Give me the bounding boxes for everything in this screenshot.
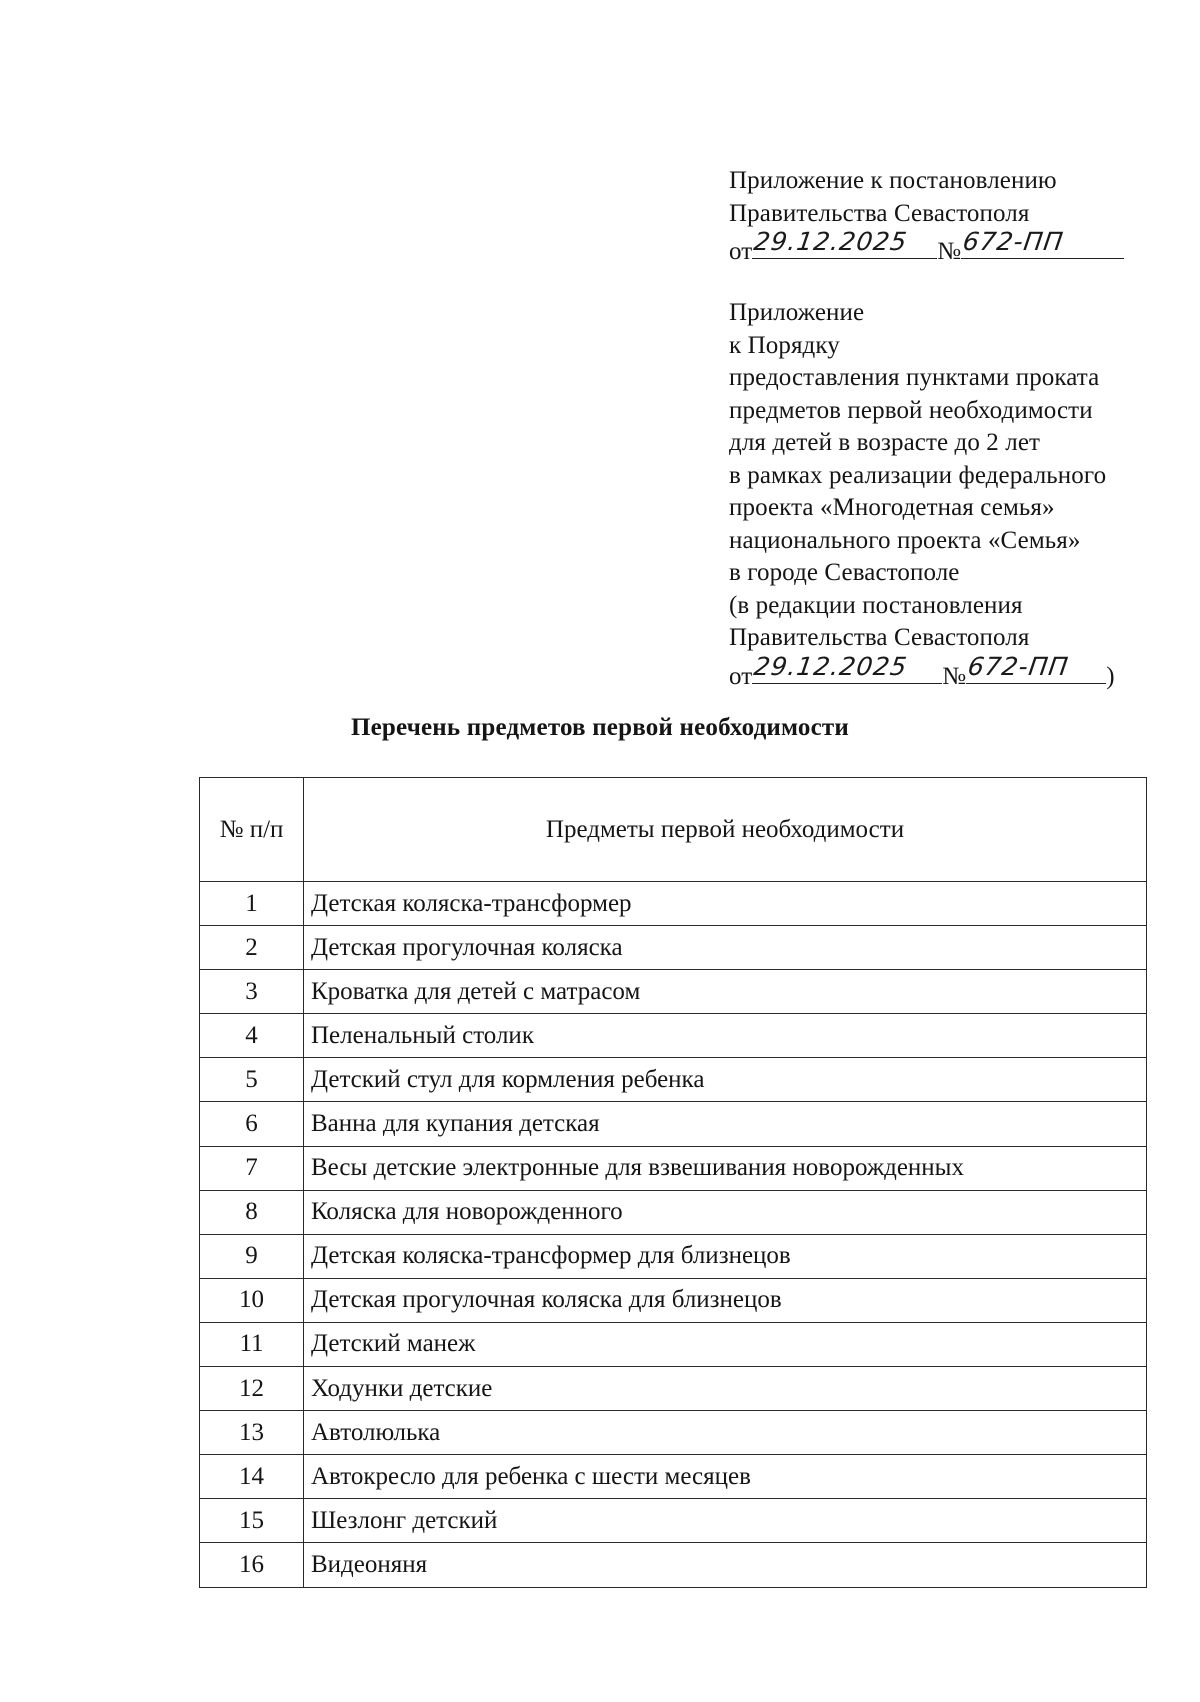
header-gap [729,264,1169,297]
row-number: 1 [200,882,304,926]
row-number: 12 [200,1367,304,1411]
row-item-name: Кроватка для детей с матрасом [304,970,1147,1014]
row-number: 13 [200,1411,304,1455]
handwritten-date: 29.12.2025 [752,651,910,681]
appendix-line-3: предоставления пунктами проката [729,364,1100,391]
table-row [200,1234,1147,1278]
row-number: 3 [200,970,304,1014]
table-row [200,1014,1147,1058]
closing-parenthesis: ) [1106,662,1115,690]
date-field [752,227,937,259]
number-field [961,227,1124,259]
row-number: 2 [200,926,304,970]
table-row [200,882,1147,926]
appendix-line-4: предметов первой необходимости [729,396,1093,424]
number-sign: № [942,662,967,690]
column-header-number: № п/п [200,778,304,882]
row-number: 15 [200,1499,304,1543]
number-sign: № [937,238,962,265]
row-number: 7 [200,1146,304,1190]
row-item-name: Детская прогулочная коляска для близнецов [304,1278,1147,1322]
row-number: 5 [200,1058,304,1102]
revision-signature-line [729,651,1169,690]
table-row [200,1367,1147,1411]
row-item-name: Пеленальный столик [304,1014,1147,1058]
handwritten-number: 672-ПП [966,651,1071,681]
table-row [200,1190,1147,1234]
row-item-name: Детский стул для кормления ребенка [304,1058,1147,1102]
row-item-name: Ходунки детские [304,1367,1147,1411]
row-item-name: Шезлонг детский [304,1499,1147,1543]
row-item-name: Детская коляска-трансформер [304,882,1147,926]
row-number: 11 [200,1322,304,1366]
number-field [966,651,1106,684]
table-row [200,1499,1147,1543]
row-item-name: Коляска для новорожденного [304,1190,1147,1234]
row-number: 6 [200,1102,304,1146]
row-item-name: Детская прогулочная коляска [304,926,1147,970]
row-number: 16 [200,1543,304,1587]
table-row [200,1455,1147,1499]
table-row [200,1278,1147,1322]
table-row [200,1411,1147,1455]
appendix-line-10: (в редакции постановления [729,591,1023,619]
row-item-name: Детский манеж [304,1322,1147,1366]
handwritten-number: 672-ПП [961,227,1066,256]
appendix-line-9: в городе Севастополе [729,559,960,586]
table-row [200,1543,1147,1587]
table-row [200,1102,1147,1146]
appendix-line-6: в рамках реализации федерального [729,461,1107,489]
table-row [200,1058,1147,1102]
row-item-name: Детская коляска-трансформер для близнецов [304,1234,1147,1278]
row-item-name: Автолюлька [304,1411,1147,1455]
handwritten-date: 29.12.2025 [752,227,910,256]
table-row [200,970,1147,1014]
document-title: Перечень предметов первой необходимости [350,714,849,741]
appendix-header [729,165,1169,689]
column-header-items: Предметы первой необходимости [304,778,1147,882]
appendix-line-11: Правительства Севастополя [729,624,1030,651]
header-line-2: Правительства Севастополя [729,199,1030,227]
table-header-row [200,778,1147,882]
row-item-name: Весы детские электронные для взвешивания новорожденных [304,1146,1147,1190]
row-number: 10 [200,1278,304,1322]
table-row [200,1146,1147,1190]
appendix-line-2: к Порядку [729,331,840,359]
row-item-name: Видеоняня [304,1543,1147,1587]
from-label: от [729,238,753,265]
row-number: 9 [200,1234,304,1278]
row-number: 14 [200,1455,304,1499]
from-label: от [729,662,753,690]
row-number: 8 [200,1190,304,1234]
appendix-line-1: Приложение [729,299,865,326]
resolution-signature-line [729,227,1169,265]
appendix-line-7: проекта «Многодетная семья» [729,494,1055,521]
items-table [199,777,1147,1588]
appendix-line-8: национального проекта «Семья» [729,526,1081,554]
table-row [200,1322,1147,1366]
row-number: 4 [200,1014,304,1058]
row-item-name: Автокресло для ребенка с шести месяцев [304,1455,1147,1499]
header-line-1: Приложение к постановлению [729,167,1057,194]
table-row [200,926,1147,970]
date-field [752,651,942,684]
row-item-name: Ванна для купания детская [304,1102,1147,1146]
appendix-line-5: для детей в возрасте до 2 лет [729,429,1041,456]
